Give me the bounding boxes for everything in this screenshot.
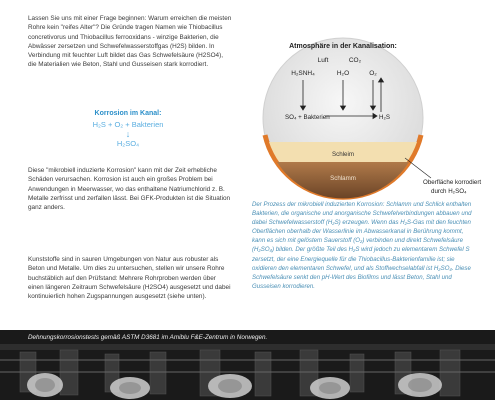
callout-text-1: Oberfläche korrodiert [423, 179, 482, 186]
photo-caption: Dehnungskorrosionstests gemäß ASTM D3681 im Amiblu F&E-Zentrum in Norwegen. [28, 334, 268, 341]
arrow-down-icon: ↓ [125, 129, 131, 139]
label-o2: O₂ [369, 70, 377, 77]
label-reaction-left: SO₄ + Bakterien [285, 114, 330, 121]
paragraph-2: Diese "mikrobiell induzierte Korrosion" kann mit der Zeit erhebliche Schäden verursachen. Korrosion ist auch ein großes Problem bei Anwendungen in Meerwasser, wo das enthaltene Natriumchlorid z. B. Metalle zerfrisst und zerfallen lässt. Bei GFK-Produkten ist die Situation ganz anders. [28, 167, 231, 212]
corrosion-box-title: Korrosion im Kanal: [94, 110, 162, 117]
sewer-diagram [255, 30, 482, 200]
paragraph-3-wrapper [28, 255, 233, 309]
paragraph-3: Kunststoffe sind in sauren Umgebungen von Natur aus robuster als Beton und Metalle. Um dies zu untersuchen, stellen wir unsere Rohre buchstäblich auf den Prüfstand: Mehrere Rohrproben werden über einen längeren Zeitraum Schwefelsäure (H2SO4) ausgesetzt und dabei kontinuierlich hohen Zugspannungen ausgesetzt (siehe unten). [28, 256, 231, 301]
left-column [28, 14, 233, 78]
label-schlamm: Schlamm [330, 175, 356, 182]
intro-paragraph: Lassen Sie uns mit einer Frage beginnen: Warum erreichen die meisten Rohre kein "reifes Alter"? Die Gründe tragen Namen wie Thiobacillus concretivorus und Thiobacillus ferrooxidans - winzige Bakterien, die Abwässer zersetzen und Schwefelwasserstoffgas (H2S) bilden. In Verbindung mit feuchter Luft bildet das Gas Schwefelsäure (H2SO4), die Materialien wie Beton, Stahl und Gusseisen stark korrodiert. [28, 15, 232, 69]
paragraph-2-wrapper [28, 166, 233, 220]
corrosion-formula-box [28, 108, 228, 160]
callout-text-2: durch H₂SO₄ [431, 188, 467, 195]
label-h2o: H₂O [336, 70, 350, 77]
callout-line [405, 158, 431, 178]
label-luft: Luft [317, 57, 329, 64]
label-co2: CO₂ [348, 57, 362, 64]
diagram-caption: Der Prozess der mikrobiell induzierten Korrosion: Schlamm und Schlick enthalten Bakterien, die organische und anorganische Schwefelverbindungen abbauen und dabei Schwefelwasserstoff (H₂S) erzeugen. Wenn das H₂S-Gas mit den feuchten Oberflächen oberhalb der Wasserlinie im Abwasserkanal in Berührung kommt, kann es sich mit gelöstem Sauerstoff (O₂) verbinden und direkt Schwefelsäure (H₂SO₄) bilden. Der größte Teil des H₂S wird jedoch zu elementarem Schwefel S zersetzt, der eine Energiequelle für die Thiobacillus-Bakterienfamilie ist; sie oxidieren den elementaren Schwefel, und als Stoffwechselabfall ist H₂SO₄. Diese Schwefelsäure senkt den pH-Wert des Biofilms und lässt Beton, Stahl und Gusseisen korrodieren. [252, 201, 472, 290]
lab-photo [0, 330, 495, 400]
label-schleim: Schleim [331, 151, 355, 158]
diagram-title: Atmosphäre in der Kanalisation: [289, 43, 397, 50]
corrosion-formula: H₂S + O₂ + Bakterien [92, 120, 164, 129]
label-h2snh4: H₂SNH₄ [291, 70, 315, 77]
corrosion-product: H₂SO₄ [116, 139, 140, 148]
label-reaction-right: H₂S [379, 114, 390, 121]
